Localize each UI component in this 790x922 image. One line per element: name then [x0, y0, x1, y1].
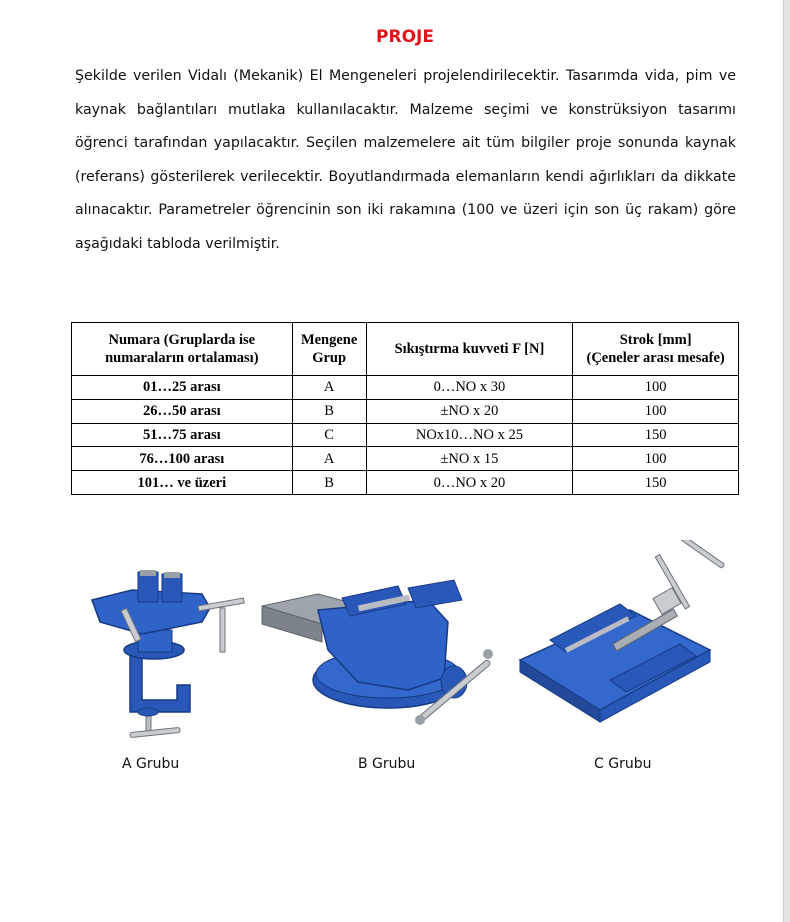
cell-strok: 100: [573, 399, 739, 423]
cell-force: ±NO x 20: [366, 399, 573, 423]
header-force: Sıkıştırma kuvveti F [N]: [366, 323, 573, 376]
cell-numara: 51…75 arası: [72, 423, 293, 447]
caption-c: C Grubu: [594, 756, 652, 772]
cell-grup: A: [292, 376, 366, 400]
vise-b-image: [258, 570, 508, 745]
page-title: PROJE: [376, 27, 434, 47]
cell-force: 0…NO x 20: [366, 471, 573, 495]
table-row: [72, 423, 739, 447]
header-strok: Strok [mm] (Çeneler arası mesafe): [573, 323, 739, 376]
caption-a: A Grubu: [122, 756, 180, 772]
cell-strok: 100: [573, 447, 739, 471]
table-row: [72, 471, 739, 495]
header-numara: Numara (Gruplarda ise numaraların ortalaması): [72, 323, 293, 376]
table-row: [72, 399, 739, 423]
cell-strok: 150: [573, 471, 739, 495]
parameter-table: [71, 322, 739, 495]
cell-numara: 76…100 arası: [72, 447, 293, 471]
cell-force: NOx10…NO x 25: [366, 423, 573, 447]
page-edge: [783, 0, 790, 922]
intro-paragraph: Şekilde verilen Vidalı (Mekanik) El Mengeneleri projelendirilecektir. Tasarımda vida, pim ve kaynak bağlantıları mutlaka kullanılacaktır. Malzeme seçimi ve konstrüksiyon tasarımı öğrenci tarafından yapılacaktır. Seçilen malzemelere ait tüm bilgiler proje sonunda kaynak (referans) gösterilerek verilecektir. Boyutlandırmada elemanların kendi ağırlıkları da dikkate alınacaktır. Parametreler öğrencinin son iki rakamına (100 ve üzeri için son üç rakam) göre aşağıdaki tabloda verilmiştir.: [75, 68, 736, 252]
cell-grup: A: [292, 447, 366, 471]
caption-b: B Grubu: [358, 756, 416, 772]
cell-numara: 26…50 arası: [72, 399, 293, 423]
cell-numara: 101… ve üzeri: [72, 471, 293, 495]
cell-numara: 01…25 arası: [72, 376, 293, 400]
header-grup: Mengene Grup: [292, 323, 366, 376]
cell-force: 0…NO x 30: [366, 376, 573, 400]
cell-strok: 100: [573, 376, 739, 400]
cell-grup: B: [292, 471, 366, 495]
cell-grup: B: [292, 399, 366, 423]
cell-grup: C: [292, 423, 366, 447]
cell-force: ±NO x 15: [366, 447, 573, 471]
vise-c-image: [510, 540, 740, 740]
table-header-row: [72, 323, 739, 376]
cell-strok: 150: [573, 423, 739, 447]
table-row: [72, 376, 739, 400]
table-row: [72, 447, 739, 471]
vise-a-image: [82, 560, 252, 750]
